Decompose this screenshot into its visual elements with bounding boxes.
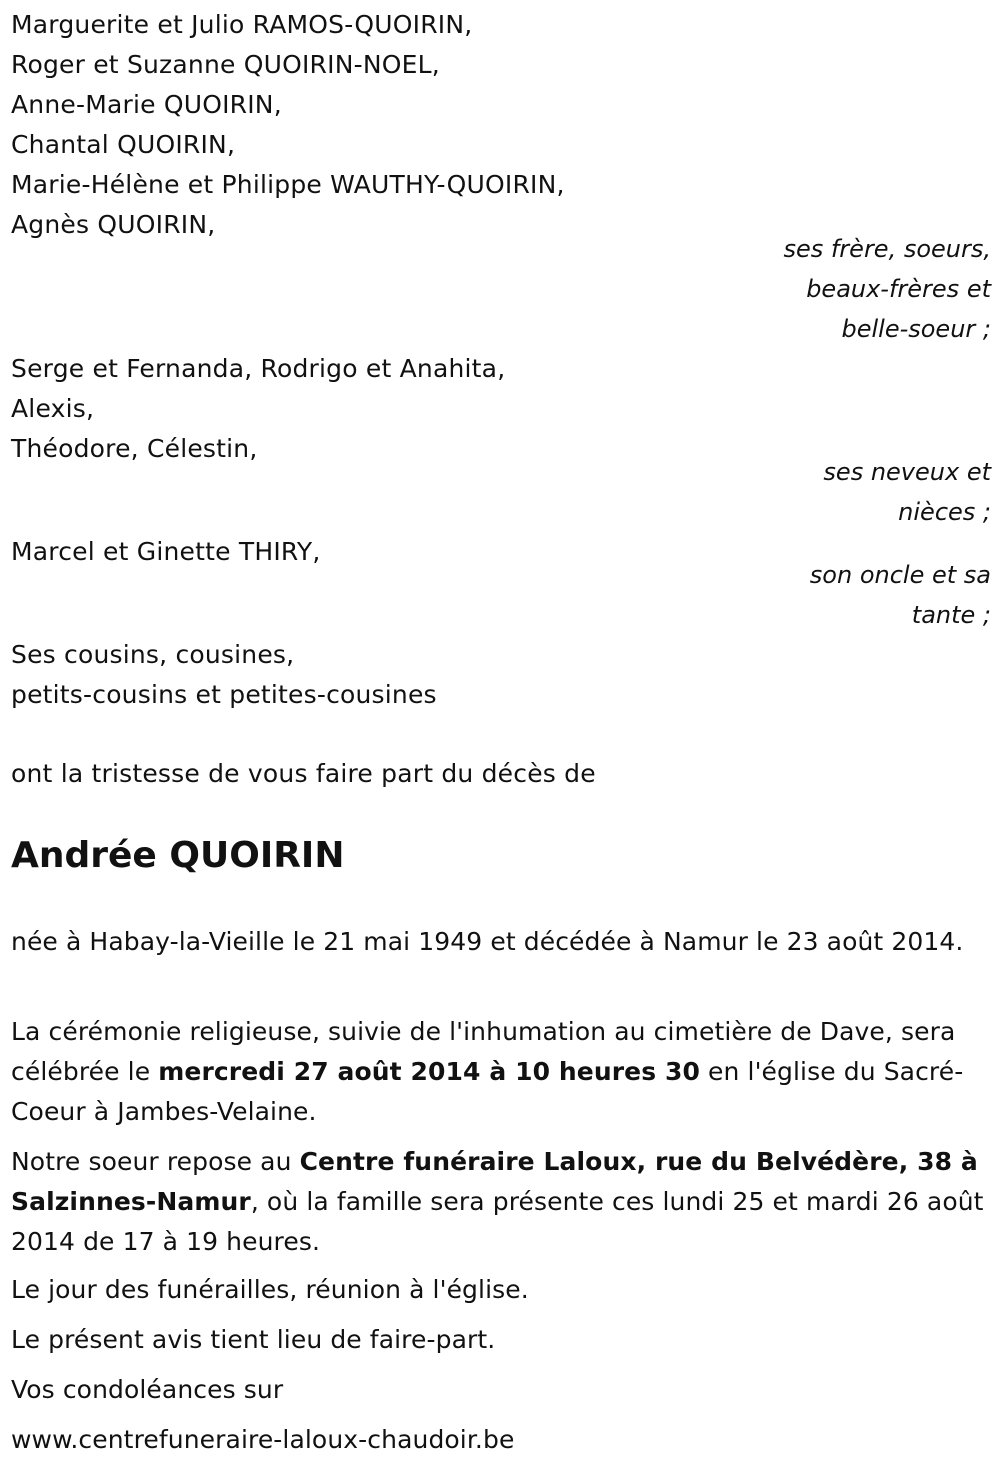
relation-label: ses neveux et: [823, 458, 991, 486]
cousins-line: Ses cousins, cousines,: [11, 640, 295, 669]
obituary-page: [11, 0, 991, 1470]
website-link[interactable]: www.centrefuneraire-laloux-chaudoir.be: [11, 1425, 515, 1454]
relation-label: nièces ;: [898, 498, 991, 526]
deceased-name: Andrée QUOIRIN: [11, 835, 345, 876]
relation-label: belle-soeur ;: [841, 315, 991, 343]
announcement: ont la tristesse de vous faire part du décès de: [11, 759, 596, 788]
nephew-line: Serge et Fernanda, Rodrigo et Anahita,: [11, 354, 506, 383]
rest-paragraph: [11, 1142, 986, 1262]
relation-label: ses frère, soeurs,: [783, 235, 991, 263]
ceremony-date: mercredi 27 août 2014 à 10 heures 30: [158, 1057, 700, 1086]
ceremony-paragraph: [11, 1012, 986, 1132]
nephew-line: Alexis,: [11, 394, 95, 423]
sibling-line: Anne-Marie QUOIRIN,: [11, 90, 282, 119]
rest-text: Notre soeur repose au: [11, 1147, 300, 1176]
nephew-line: Théodore, Célestin,: [11, 434, 258, 463]
sibling-line: Marguerite et Julio RAMOS-QUOIRIN,: [11, 10, 473, 39]
sibling-line: Marie-Hélène et Philippe WAUTHY-QUOIRIN,: [11, 170, 565, 199]
relation-label: beaux-frères et: [806, 275, 991, 303]
sibling-line: Roger et Suzanne QUOIRIN-NOEL,: [11, 50, 440, 79]
cousins-line: petits-cousins et petites-cousines: [11, 680, 437, 709]
sibling-line: Chantal QUOIRIN,: [11, 130, 236, 159]
sibling-line: Agnès QUOIRIN,: [11, 210, 216, 239]
relation-label: son oncle et sa: [809, 561, 991, 589]
birth-death-paragraph: née à Habay-la-Vieille le 21 mai 1949 et décédée à Namur le 23 août 2014.: [11, 927, 964, 956]
rest-location: Centre funéraire Laloux, rue du Belvédère, 38 à Salzinnes-Namur: [11, 1147, 978, 1216]
rest-text: , où la famille sera présente ces lundi 25 et mardi 26 août 2014 de 17 à 19 heures.: [11, 1187, 984, 1256]
ceremony-text: en l'église du Sacré-Coeur à Jambes-Velaine.: [11, 1057, 964, 1126]
notice-paragraph: Le présent avis tient lieu de faire-part.: [11, 1325, 496, 1354]
funeral-day-paragraph: Le jour des funérailles, réunion à l'église.: [11, 1275, 529, 1304]
ceremony-text: La cérémonie religieuse, suivie de l'inhumation au cimetière de Dave, sera célébrée le: [11, 1017, 956, 1086]
condolences-label: Vos condoléances sur: [11, 1375, 284, 1404]
relation-label: tante ;: [911, 601, 991, 629]
uncle-line: Marcel et Ginette THIRY,: [11, 537, 321, 566]
